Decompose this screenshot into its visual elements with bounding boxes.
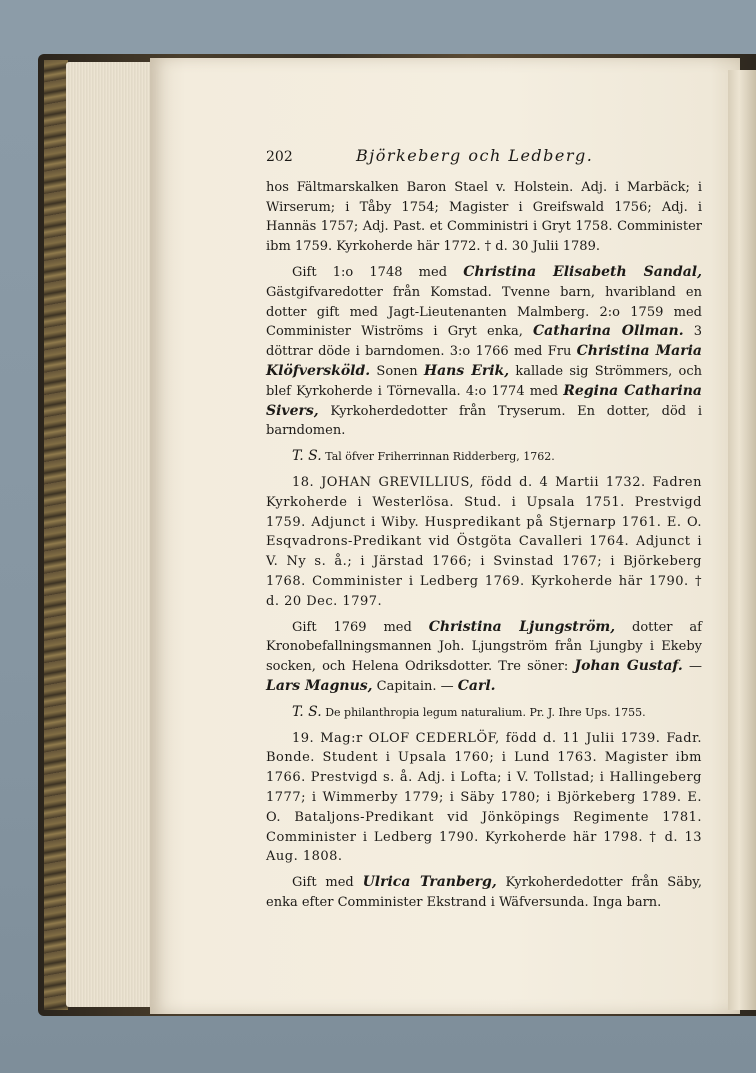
text-segment: Kyrkoherdedotter från Tryserum. En dotter, död i barndomen. (266, 403, 702, 439)
text-segment: Kyrkoherdedotter från Säby, enka efter Comminister Ekstrand i Wäfversunda. Inga barn. (266, 875, 703, 910)
text-segment: dotter af Kronobefallningsmannen Joh. Ljungström från Ljungby i Ekeby socken, och Helena Odriksdotter. Tre söner: (266, 619, 702, 675)
text-segment: Christina Elisabeth Sandal, (463, 263, 702, 280)
text-segment: Carl. (457, 677, 496, 694)
text-segment: Gästgifvaredotter från Komstad. Tvenne barn, hvaribland en dotter gift med Jagt-Lieutenanten Malmberg. 2:o 1759 med Comminister Wiströms i Gryt enka, (266, 284, 702, 340)
text-segment: kallade sig Strömmers, och blef Kyrkoherde i Törnevalla. 4:o 1774 med (266, 363, 703, 399)
paragraph: hos Fältmarskalken Baron Stael v. Holstein. Adj. i Marbäck; i Wirserum; i Tåby 1754; Magister i Greifswald 1756; Adj. i Hannäs 1757; Adj. Past. et Comministri i Gryt 1758. Comminister ibm 1759. Kyrkoherde här 1772. † d. 30 Julii 1789. (266, 179, 702, 255)
text-segment: — (682, 659, 703, 675)
text-segment: Gift 1769 med (292, 619, 429, 635)
facing-page-edge (728, 70, 756, 1010)
text-segment: Gift 1:o 1748 med (292, 264, 464, 280)
text-segment: Capitain. — (372, 678, 458, 694)
text-segment: Christina Maria Klöfversköld. (266, 343, 703, 379)
text-segment: Lars Magnus, (266, 677, 373, 694)
text-segment: Regina Catharina Sivers, (266, 382, 702, 419)
page-header (266, 146, 702, 168)
paragraph (266, 447, 702, 467)
text-segment: Christina Ljungström, (428, 618, 616, 635)
text-segment: Sonen (370, 363, 424, 379)
text-segment: Ulrica Tranberg, (362, 874, 497, 891)
text-segment: Hans Erik, (423, 362, 510, 379)
paragraph (266, 873, 702, 913)
paragraph: 19. Mag:r OLOF CEDERLÖF, född d. 11 Julii 1739. Fadr. Bonde. Student i Upsala 1760; i Lund 1763. Magister ibm 1766. Prestvigd s. å. Adj. i Lofta; i V. Tollstad; i Hallingeberg 1777; i Wimmerby 1779; i Säby 1780; i Björkeberg 1789. E. O. Bataljons-Predikant vid Jönköpings Regimente 1781. Comminister i Ledberg 1790. Kyrkoherde här 1798. † d. 13 Aug. 1808. (266, 730, 702, 865)
page-text (266, 146, 702, 919)
marbled-edge (44, 60, 68, 1010)
text-segment: Johan Gustaf. (574, 658, 683, 675)
paragraph: 18. JOHAN GREVILLIUS, född d. 4 Martii 1732. Fadren Kyrkoherde i Westerlösa. Stud. i Upsala 1751. Prestvigd 1759. Adjunct i Wiby. Huspredikant på Stjernarp 1761. E. O. Esqvadrons-Predikant vid Östgöta Cavalleri 1764. Adjunct i V. Ny s. å.; i Järstad 1766; i Svinstad 1767; i Björkeberg 1768. Comminister i Ledberg 1769. Kyrkoherde här 1790. † d. 20 Dec. 1797. (266, 474, 702, 609)
text-segment: T. S. (292, 448, 322, 465)
paragraph (266, 263, 702, 441)
text-segment: De philanthropia legum naturalium. Pr. J. Ihre Ups. 1755. (321, 705, 646, 719)
text-segment: T. S. (292, 703, 322, 720)
text-segment: Gift med (292, 875, 363, 891)
paragraph (266, 618, 702, 697)
text-segment: Catharina Ollman. (533, 323, 684, 340)
text-segment: 3 döttrar döde i barndomen. 3:o 1766 med Fru (266, 324, 702, 360)
paragraph (266, 703, 702, 723)
page-number: 202 (266, 149, 293, 165)
running-title: Björkeberg och Ledberg. (356, 146, 594, 165)
text-segment: Tal öfver Friherrinnan Ridderberg, 1762. (321, 450, 555, 464)
